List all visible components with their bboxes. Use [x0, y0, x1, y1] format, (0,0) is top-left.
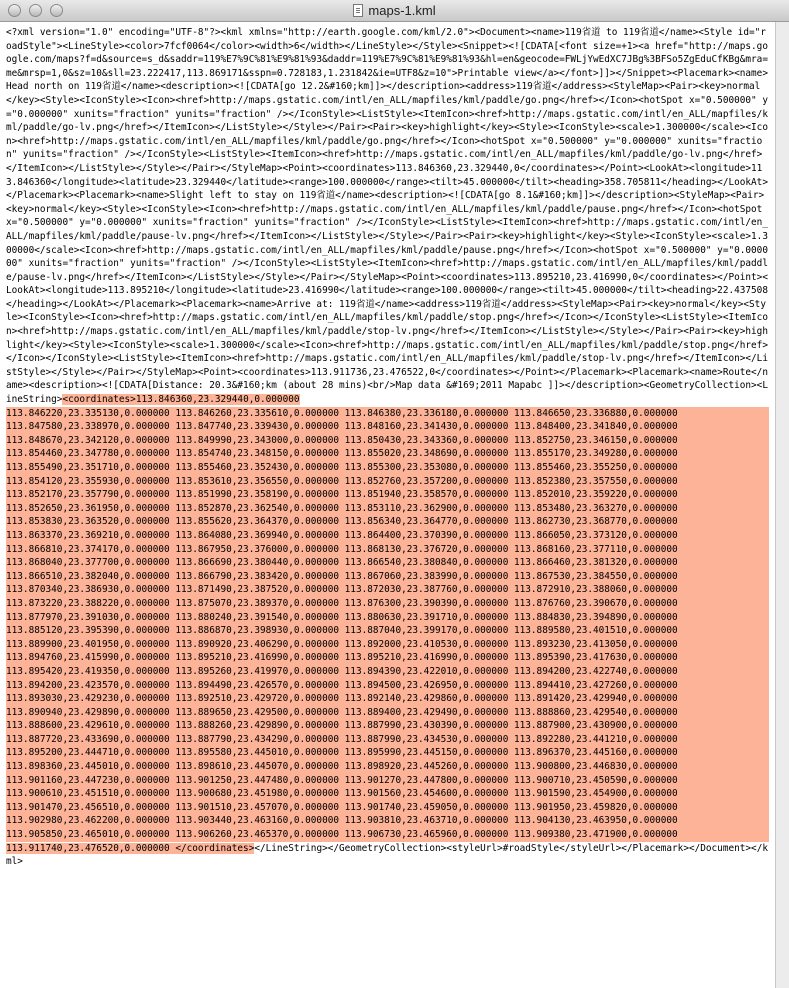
coordinate-line: 113.885120,23.395390,0.000000 113.886870,23.398930,0.000000 113.887040,23.399170,0.000000 113.889580,23.401510,0.000000 — [6, 625, 678, 637]
coordinate-line: 113.887720,23.433690,0.000000 113.887790,23.434290,0.000000 113.887990,23.434530,0.000000 113.892280,23.441210,0.000000 — [6, 733, 678, 745]
coordinate-line: 113.854120,23.355930,0.000000 113.853610,23.356550,0.000000 113.852760,23.357200,0.000000 113.852380,23.357550,0.000000 — [6, 475, 678, 487]
selected-coordinates-end: 113.911740,23.476520,0.000000 </coordinates> — [6, 842, 255, 854]
coordinate-line: 113.902980,23.462200,0.000000 113.903440,23.463160,0.000000 113.903810,23.463710,0.000000 113.904130,23.463950,0.000000 — [6, 815, 678, 827]
coordinate-line: 113.894760,23.415990,0.000000 113.895210,23.416990,0.000000 113.895210,23.416990,0.000000 113.895390,23.417630,0.000000 — [6, 652, 678, 664]
coordinate-line: 113.890940,23.429890,0.000000 113.889650,23.429500,0.000000 113.889400,23.429490,0.000000 113.888860,23.429540,0.000000 — [6, 706, 678, 718]
coordinate-line: 113.853830,23.363520,0.000000 113.855620,23.364370,0.000000 113.856340,23.364770,0.000000 113.862730,23.368770,0.000000 — [6, 516, 678, 528]
coordinate-line: 113.895420,23.419350,0.000000 113.895260,23.419970,0.000000 113.894390,23.422010,0.000000 113.894200,23.422740,0.000000 — [6, 665, 678, 677]
coordinate-line: 113.855490,23.351710,0.000000 113.855460,23.352430,0.000000 113.855300,23.353080,0.000000 113.855460,23.355250,0.000000 — [6, 462, 678, 473]
coordinate-line: 113.901470,23.456510,0.000000 113.901510,23.457070,0.000000 113.901740,23.459050,0.000000 113.901950,23.459820,0.000000 — [6, 801, 678, 813]
coordinate-line: 113.868040,23.377700,0.000000 113.866690,23.380440,0.000000 113.866540,23.380840,0.000000 113.866460,23.381320,0.000000 — [6, 557, 678, 569]
coordinate-line: 113.889900,23.401950,0.000000 113.890920,23.406290,0.000000 113.892000,23.410530,0.000000 113.893230,23.413050,0.000000 — [6, 638, 678, 650]
title-bar[interactable] — [0, 0, 789, 22]
coordinate-line: 113.894200,23.423570,0.000000 113.894490,23.426570,0.000000 113.894500,23.426950,0.000000 113.894410,23.427260,0.000000 — [6, 679, 678, 691]
coordinate-line: 113.866810,23.374170,0.000000 113.867950,23.376000,0.000000 113.868130,23.376720,0.000000 113.868160,23.377110,0.000000 — [6, 543, 678, 555]
coordinate-line: 113.848670,23.342120,0.000000 113.849990,23.343000,0.000000 113.850430,23.343360,0.000000 113.852750,23.346150,0.000000 — [6, 434, 678, 446]
coordinate-line: 113.873220,23.388220,0.000000 113.875070,23.389370,0.000000 113.876300,23.390390,0.000000 113.876760,23.390670,0.000000 — [6, 597, 678, 609]
coordinate-line: 113.898360,23.445010,0.000000 113.898610,23.445070,0.000000 113.898920,23.445260,0.000000 113.900800,23.446830,0.000000 — [6, 761, 678, 773]
window-title — [0, 3, 789, 18]
coordinate-line: 113.852650,23.361950,0.000000 113.852870,23.362540,0.000000 113.853110,23.362900,0.000000 113.853480,23.363270,0.000000 — [6, 502, 678, 514]
document-text — [6, 26, 769, 869]
coordinate-line: 113.852170,23.357790,0.000000 113.851990,23.358190,0.000000 113.851940,23.358570,0.000000 113.852010,23.359220,0.000000 — [6, 489, 678, 501]
text-area[interactable] — [0, 22, 775, 988]
selected-coordinates-start: <coordinates>113.846360,23.329440,0.000000 — [62, 394, 300, 406]
document-icon — [353, 4, 363, 17]
post-selection-text: </LineString></GeometryCollection><styleUrl>#roadStyle</styleUrl></Placemark></Document></kml> — [6, 842, 768, 868]
coordinate-line: 113.893030,23.429230,0.000000 113.892510,23.429720,0.000000 113.892140,23.429860,0.000000 113.891420,23.429940,0.000000 — [6, 693, 678, 705]
coordinate-line: 113.905850,23.465010,0.000000 113.906260,23.465370,0.000000 113.906730,23.465960,0.000000 113.909380,23.471900,0.000000 — [6, 829, 678, 841]
selected-coordinates-block — [6, 407, 769, 842]
pre-selection-text: <?xml version="1.0" encoding="UTF-8"?><kml xmlns="http://earth.google.com/kml/2.0"><Document><name>119省道 to 119省道</name><Style id="roadStyle"><LineStyle><color>7fcf0064</color><width>6</width></LineStyle></Style><Snippet><![CDATA[<font size=+1><a href="http://maps.google.com/maps?f=d&source=s_d&saddr=119%E7%9C%81%E9%81%93&daddr=119%E7%9C%81%E9%81%93&hl=en&geocode=FWLjYwEdXC7JBg%3BFSo5ZgEduCfKBg&mra=me&mrsp=1,0&sz=10&sll=23.222417,113.869171&sspn=0.728183,1.231842&ie=UTF8&z=10">Printable view</a></font>]]></Snippet><Placemark><name>Head north on 119省道</name><description><![CDATA[go 12.2&#160;km]]></description><address>119省道</address><StyleMap><Pair><key>normal</key><Style><IconStyle><Icon><href>http://maps.gstatic.com/intl/en_ALL/mapfiles/kml/paddle/go.png</href></Icon><hotSpot x="0.500000" y="0.000000" xunits="fraction" yunits="fraction" /></IconStyle><ListStyle><ItemIcon><href>http://maps.gstatic.com/intl/en_ALL/mapfiles/kml/paddle/go-lv.png</href></ItemIcon></ListStyle></Style></Pair><Pair><key>highlight</key><Style><IconStyle><scale>1.300000</scale><Icon><href>http://maps.gstatic.com/intl/en_ALL/mapfiles/kml/paddle/go.png</href></Icon><hotSpot x="0.500000" y="0.000000" xunits="fraction" yunits="fraction" /></IconStyle><ListStyle><ItemIcon><href>http://maps.gstatic.com/intl/en_ALL/mapfiles/kml/paddle/go-lv.png</href></ItemIcon></ListStyle></Style></Pair></StyleMap><Point><coordinates>113.846360,23.329440,0</coordinates></Point><LookAt><longitude>113.846360</longitude><latitude>23.329440</latitude><range>100.000000</range><tilt>45.000000</tilt><heading>358.705811</heading></LookAt></Placemark><Placemark><name>Slight left to stay on 119省道</name><description><![CDATA[go 8.1&#160;km]]></description><StyleMap><Pair><key>normal</key><Style><IconStyle><Icon><href>http://maps.gstatic.com/intl/en_ALL/mapfiles/kml/paddle/pause.png</href></Icon><hotSpot x="0.500000" y="0.000000" xunits="fraction" yunits="fraction" /></IconStyle><ListStyle><ItemIcon><href>http://maps.gstatic.com/intl/en_ALL/mapfiles/kml/paddle/pause-lv.png</href></ItemIcon></ListStyle></Style></Pair><Pair><key>highlight</key><Style><IconStyle><scale>1.300000</scale><Icon><href>http://maps.gstatic.com/intl/en_ALL/mapfiles/kml/paddle/pause.png</href></Icon><hotSpot x="0.500000" y="0.000000" xunits="fraction" yunits="fraction" /></IconStyle><ListStyle><ItemIcon><href>http://maps.gstatic.com/intl/en_ALL/mapfiles/kml/paddle/pause-lv.png</href></ItemIcon></ListStyle></Style></Pair></StyleMap><Point><coordinates>113.895210,23.416990,0</coordinates></Point><LookAt><longitude>113.895210</longitude><latitude>23.416990</latitude><range>100.000000</range><tilt>45.000000</tilt><heading>22.437508</heading></LookAt></Placemark><Placemark><name>Arrive at: 119省道</name><address>119省道</address><StyleMap><Pair><key>normal</key><Style><IconStyle><Icon><href>http://maps.gstatic.com/intl/en_ALL/mapfiles/kml/paddle/stop.png</href></Icon></IconStyle><ListStyle><ItemIcon><href>http://maps.gstatic.com/intl/en_ALL/mapfiles/kml/paddle/stop-lv.png</href></ItemIcon></ListStyle></Style></Pair><Pair><key>highlight</key><Style><IconStyle><scale>1.300000</scale><Icon><href>http://maps.gstatic.com/intl/en_ALL/mapfiles/kml/paddle/stop.png</href></Icon></IconStyle><ListStyle><ItemIcon><href>http://maps.gstatic.com/intl/en_ALL/mapfiles/kml/paddle/stop-lv.png</href></ItemIcon></ListStyle></Style></Pair></StyleMap><Point><coordinates>113.911736,23.476522,0</coordinates></Point></Placemark><Placemark><name>Route</name><description><![CDATA[Distance: 20.3&#160;km (about 28 mins)<br/>Map data &#169;2011 Mapabc ]]></description><GeometryCollection><LineString> — [6, 27, 768, 406]
window-title-text: maps-1.kml — [368, 3, 436, 18]
coordinate-line: 113.870340,23.386930,0.000000 113.871490,23.387520,0.000000 113.872030,23.387760,0.000000 113.872910,23.388060,0.000000 — [6, 584, 678, 596]
coordinate-line: 113.901160,23.447230,0.000000 113.901250,23.447480,0.000000 113.901270,23.447800,0.000000 113.900710,23.450590,0.000000 — [6, 774, 678, 786]
coordinate-line: 113.866510,23.382040,0.000000 113.866790,23.383420,0.000000 113.867060,23.383990,0.000000 113.867530,23.384550,0.000000 — [6, 570, 678, 582]
coordinate-line: 113.888600,23.429610,0.000000 113.888260,23.429890,0.000000 113.887990,23.430390,0.000000 113.887900,23.430900,0.000000 — [6, 720, 678, 732]
coordinate-line: 113.895200,23.444710,0.000000 113.895580,23.445010,0.000000 113.895990,23.445150,0.000000 113.896370,23.445160,0.000000 — [6, 747, 678, 759]
vertical-scrollbar[interactable] — [775, 22, 789, 988]
coordinate-line: 113.847580,23.338970,0.000000 113.847740,23.339430,0.000000 113.848160,23.341430,0.000000 113.848400,23.341840,0.000000 — [6, 421, 678, 433]
coordinate-line: 113.854460,23.347780,0.000000 113.854740,23.348150,0.000000 113.855020,23.348690,0.000000 113.855170,23.349280,0.000000 — [6, 448, 678, 460]
coordinate-line: 113.846220,23.335130,0.000000 113.846260,23.335610,0.000000 113.846380,23.336180,0.000000 113.846650,23.336880,0.000000 — [6, 407, 678, 419]
coordinate-line: 113.863370,23.369210,0.000000 113.864080,23.369940,0.000000 113.864400,23.370390,0.000000 113.866050,23.373120,0.000000 — [6, 529, 678, 541]
coordinate-line: 113.900610,23.451510,0.000000 113.900680,23.451980,0.000000 113.901560,23.454600,0.000000 113.901590,23.454900,0.000000 — [6, 788, 678, 800]
coordinate-line: 113.877970,23.391030,0.000000 113.880240,23.391540,0.000000 113.880630,23.391710,0.000000 113.884830,23.394890,0.000000 — [6, 611, 678, 623]
